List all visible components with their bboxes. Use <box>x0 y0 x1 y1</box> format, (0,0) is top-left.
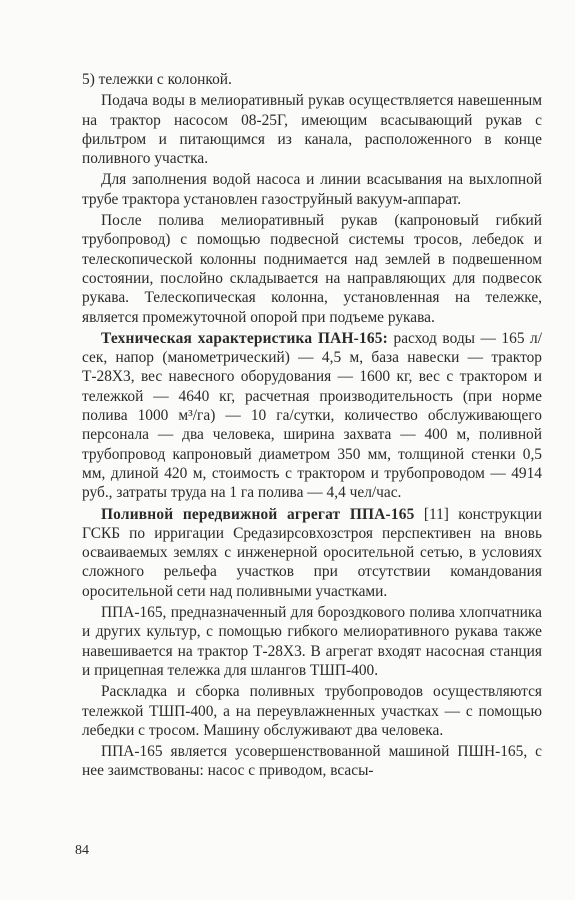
paragraph-ppa165-improved: ППА-165 является усовершенствованной машиной ПШН-165, с нее заимствованы: насос с приводом, всасы- <box>82 743 542 780</box>
paragraph-after-watering: После полива мелиоративный рукав (капроновый гибкий трубопровод) с помощью подвесной системы тросов, лебедок и телескопической колонны поднимается над землей в подвешенном состоянии, послойно складывается на направляющих для подвесок рукава. Телескопическая колонна, установленная на тележке, является промежуточной опорой при подъеме рукава. <box>82 212 542 326</box>
paragraph-layout-assembly: Раскладка и сборка поливных трубопроводов осуществляются тележкой ТШП-400, а на переувлажненных участках — с помощью лебедки с тросом. Машину обслуживают два человека. <box>82 683 542 739</box>
paragraph-water-supply: Подача воды в мелиоративный рукав осуществляется навешенным на трактор насосом 08-25Г, имеющим всасывающий рукав с фильтром и питающимся из канала, расположенного в конце поливного участка. <box>82 92 542 168</box>
paragraph-vacuum-apparatus: Для заполнения водой насоса и линии всасывания на выхлопной трубе трактора установлен газоструйный вакуум-аппарат. <box>82 171 542 208</box>
pan165-specs-text: расход воды — 165 л/сек, напор (манометрический) — 4,5 м, база навески — трактор Т-28Х3, вес навесного оборудования — 1600 кг, вес с трактором и тележкой — 4640 кг, расчетная производительность (при норме полива 1000 м³/га) — 10 га/сутки, количество обслуживающего персонала — два человека, ширина захвата — 400 м, поливной трубопровод капроновый диаметром 350 мм, толщиной стенки 0,5 мм, длиной 420 м, стоимость с трактором и трубопроводом — 4914 руб., затраты труда на 1 га полива — 4,4 чел/час. <box>82 329 543 502</box>
paragraph-ppa165-purpose: ППА-165, предназначенный для бороздкового полива хлопчатника и других культур, с помощью гибкого мелиоративного рукава также навешивается на трактор Т-28Х3. В агрегат входят насосная станция и прицепная тележка для шлангов ТШП-400. <box>82 604 542 679</box>
paragraph-pan165-specs <box>82 329 542 503</box>
list-item-5: 5) тележки с колонкой. <box>82 71 232 88</box>
heading-pan165-specs: Техническая характеристика ПАН-165: <box>101 329 388 347</box>
body-text <box>82 70 542 783</box>
paragraph-ppa165 <box>82 505 542 601</box>
heading-ppa165: Поливной передвижной агрегат ППА-165 <box>101 505 415 523</box>
ppa165-text: [11] конструкции ГСКБ по ирригации Средазирсовхозстроя перспективен на вновь осваиваемых землях с инженерной оросительной сетью, в условиях сложного рельефа участков при отсутствии командования оросительной сети над поливными участками. <box>82 505 542 600</box>
page-number: 84 <box>75 843 89 858</box>
